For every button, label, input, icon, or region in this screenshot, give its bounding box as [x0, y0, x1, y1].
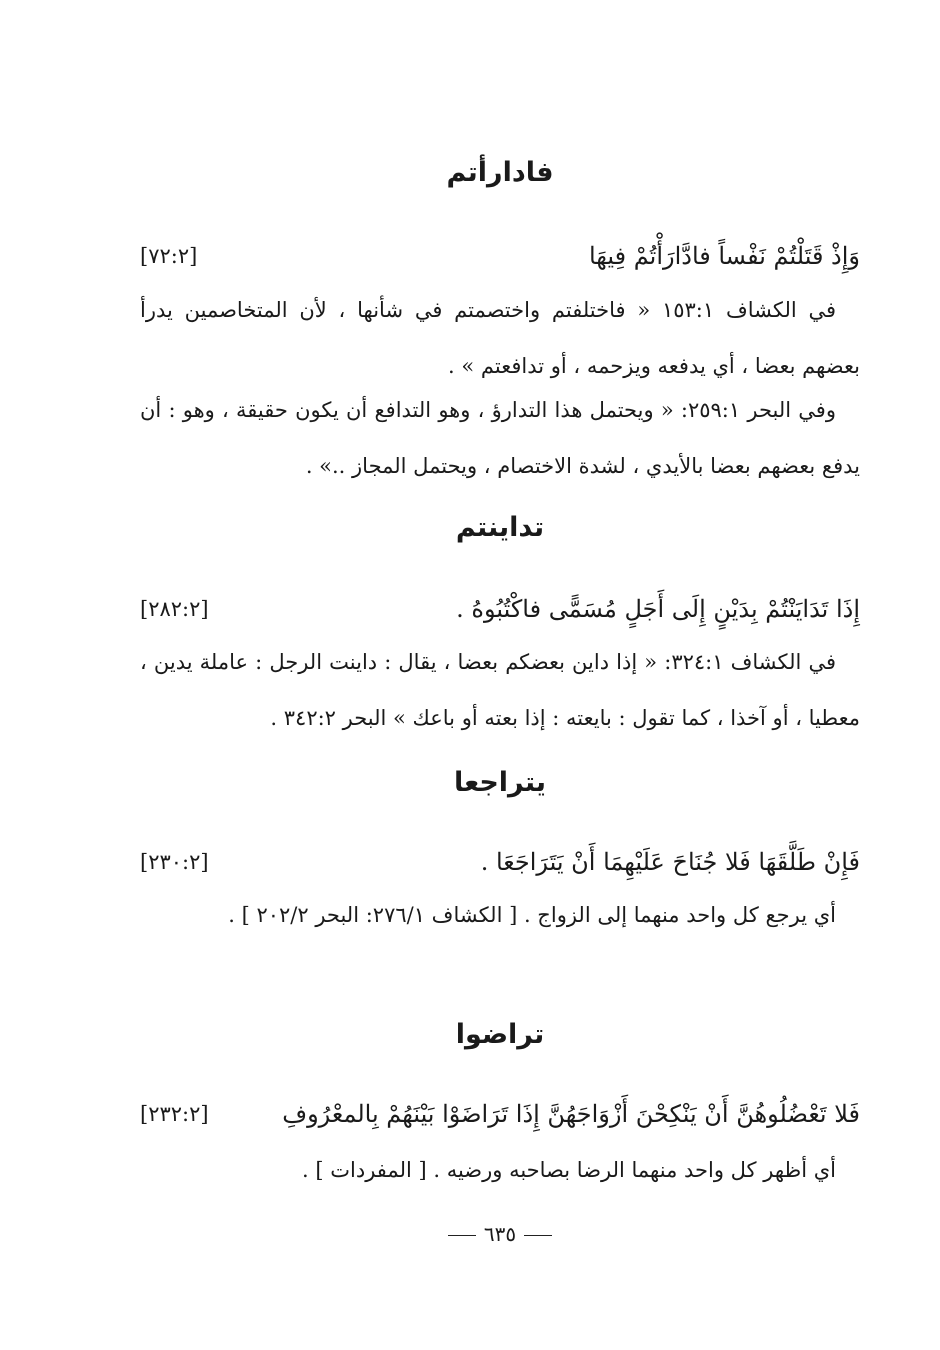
paragraph-text: في الكشاف ١٥٣:١ « فاختلفتم واختصمتم في شأنها ، لأن المتخاصمين يدرأ بعضهم بعضا ، أي يدفعه ويزحمه ، أو تدافعتم » .: [140, 298, 860, 378]
verse-reference: [٧٢:٢]: [140, 244, 198, 268]
paragraph-text: أي أظهر كل واحد منهما الرضا بصاحبه ورضيه . [ المفردات ] .: [302, 1158, 836, 1182]
page-number: [140, 1222, 860, 1246]
entry-heading: يتراجعا: [453, 767, 547, 798]
folio-dash: [448, 1235, 476, 1236]
entry-heading: تراضوا: [455, 1019, 545, 1050]
quran-verse-line: [140, 595, 860, 635]
paragraph-text: وفي البحر ٢٥٩:١: « ويحتمل هذا التدارؤ ، وهو التدافع أن يكون حقيقة ، وهو : أن يدفع بعضهم بعضا بالأيدي ، لشدة الاختصام ، ويحتمل المجاز ..» .: [140, 398, 860, 478]
verse-reference: [٢٣٠:٢]: [140, 850, 209, 874]
commentary-paragraph: [140, 1142, 860, 1198]
paragraph-text: أي يرجع كل واحد منهما إلى الزواج . [ الكشاف ٢٧٦/١: البحر ٢٠٢/٢ ] .: [228, 903, 836, 927]
verse-text: وَإِذْ قَتَلْتُمْ نَفْساً فادَّارَأْتُمْ فِيهَا: [588, 242, 860, 270]
verse-text: فَإِنْ طَلَّقَهَا فَلا جُنَاحَ عَلَيْهِمَا أَنْ يَتَرَاجَعَا .: [480, 848, 860, 876]
book-page: [140, 0, 860, 1350]
entry-heading: فادارأتم: [446, 157, 554, 188]
folio-dash: [524, 1235, 552, 1236]
commentary-paragraph: [140, 282, 860, 394]
entry-heading: تداينتم: [455, 512, 545, 543]
page-number-text: ٦٣٥: [483, 1222, 517, 1246]
quran-verse-line: [140, 848, 860, 888]
quran-verse-line: [140, 1100, 860, 1140]
quran-verse-line: [140, 242, 860, 282]
verse-text: إِذَا تَدَايَنْتُمْ بِدَيْنٍ إِلَى أَجَلٍ مُسَمًّى فاكْتُبُوهُ .: [456, 595, 860, 623]
verse-reference: [٢٨٢:٢]: [140, 597, 209, 621]
paragraph-text: في الكشاف ٣٢٤:١: « إذا داين بعضكم بعضا ، يقال : داينت الرجل : عاملة يدين ، معطيا ، أو آخذا ، كما تقول : بايعته : إذا بعته أو باعك » البحر ٣٤٢:٢ .: [140, 650, 860, 730]
commentary-paragraph: [140, 887, 860, 943]
commentary-paragraph: [140, 634, 860, 746]
commentary-paragraph: [140, 382, 860, 494]
verse-text: فَلا تَعْضُلُوهُنَّ أَنْ يَنْكِحْنَ أَزْوَاجَهُنَّ إِذَا تَرَاضَوْا بَيْنَهُمْ بِالمعْرُوفِ: [282, 1100, 860, 1128]
verse-reference: [٢٣٢:٢]: [140, 1102, 209, 1126]
